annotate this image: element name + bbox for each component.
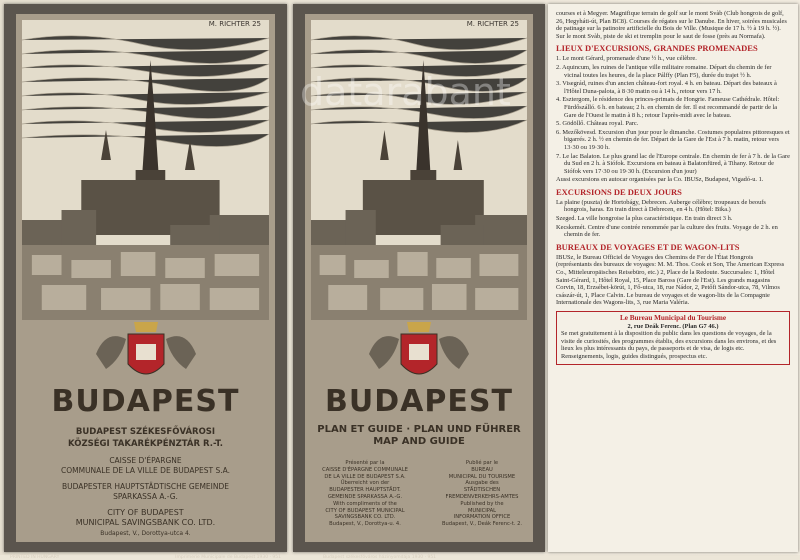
artist-signature: M. RICHTER 25 bbox=[466, 20, 519, 28]
bureaux-paragraph: IBUSz, le Bureau Officiel de Voyages des Chemins de Fer de l'État Hongrois (représentants des bureaux de voyages: M. M. Thos. Cook et Son, The American Express Co., Mitteleuropäisches Reisebüro, etc.) 2, Place de la Redoute. Succursales: 1, Hôtel Saint-Gérard, 1, Hôtel Royal, 15, Place Baross (Gare de l'Est). Les grands magasins Corvin, 18, Erzsébet-körút, 1, Fő-utca, 18, rue Nádor, 2, Petőfi Sándor-utca, 78, Vilmos császár-út, 1, Place Calvin. Le bureau de voyages et de wagon-lits de la Compagnie Internationale des Wagons-lits, 3, rue Maria Valéria. bbox=[556, 253, 785, 307]
tourism-office-address: 2, rue Deák Ferenc. (Plan G7 46.) bbox=[627, 322, 719, 330]
printer-note: Imprimerie Municipale de Budapest 1930 · 951 bbox=[175, 555, 281, 560]
heading-excursions: LIEUX D'EXCURSIONS, GRANDES PROMENADES bbox=[556, 43, 758, 54]
list-item: 6. Mezőkövesd. Excursion d'un jour pour le dimanche. Costumes populaires pittoresques et bigarrés. 2 h. ½ en chemin de fer. Départ de la Gare de l'Est à 7 h. matin, retour vers 13·30 ou 19·30 h. bbox=[556, 128, 790, 151]
tourism-office-text: Se met gratuitement à la disposition du public dans les questions de voyages, de la visite de curiosités, des programmes établis, des excursions dans les environs, et des lieux les plus intéressants du pays, de passeports et de visa, de logis etc. Renseignements, logis, guides distingués, prospectus etc. bbox=[561, 330, 777, 360]
heading-travel-bureaux: BUREAUX DE VOYAGES ET DE WAGON-LITS bbox=[556, 241, 740, 252]
list-item: 4. Esztergom, le résidence des princes-primats de Hongrie. Fameuse Cathédrale. Hôtel: Fürdőszálló. 6 h. en bateau; 2 h. en chemin de fer. Il est recommandé de partir de la Gare de l'Ouest le matin à 8 h.; retour l'après-midi avec le bateau. bbox=[556, 96, 780, 119]
tourism-office-box bbox=[556, 311, 790, 365]
cathedral-illustration bbox=[22, 20, 269, 320]
intro-paragraph: courses et à Megyer. Magnifique terrain de golf sur le mont Svàb (Club hongrois de golf, 26, Hegyháti-út, Plan BC8). Courses de régates sur le Danube. En hiver, soirées musicales de patinage sur la patinoire artificielle du Bois de Ville. (Musique de 17 h. ½ à 19 h. ½). Sur le mont Svàb, piste de ski et tremplin pour le saut de fosse (près au Normafa). bbox=[556, 10, 787, 40]
watermark: datarabant bbox=[300, 70, 511, 114]
bank-name-english: CITY OF BUDAPEST MUNICIPAL SAVINGSBANK CO. LTD. Budapest, V., Dorottya-utca 4. bbox=[75, 508, 216, 537]
bank-name-german: BUDAPESTER HAUPTSTÄDTISCHE GEMEINDE SPARKASSA A.-G. bbox=[61, 482, 230, 501]
list-item: 7. Le lac Balaton. Le plus grand lac de l'Europe centrale. En chemin de fer à 7 h. de la Gare du Sud en 2 h. à Siófok. Excursions en bateau à Balatonfüred, à Tihany. Retour de Siófok vers 17·30 ou 19·30 h. (Excursion d'un jour) bbox=[556, 152, 790, 175]
presented-by-column: Présenté par la CAISSE D'ÉPARGNE COMMUNALE DE LA VILLE DE BUDAPEST S.A. Überreicht von der BUDAPESTER HAUPTSTÄDT. GEMEINDE SPARKASSA A.-G. With compliments of the CITY OF BUDAPEST MUNICIPAL SAVINGSBANK CO. LTD. Budapest, V., Dorottya-u. 4. bbox=[322, 460, 408, 528]
list-item: 1. Le mont Gérard, promenade d'une ½ h., vue célèbre. bbox=[556, 55, 697, 63]
guide-text bbox=[556, 10, 790, 365]
artist-signature: M. RICHTER 25 bbox=[208, 20, 261, 28]
bank-name-french: CAISSE D'ÉPARGNE COMMUNALE DE LA VILLE DE BUDAPEST S.A. bbox=[60, 456, 231, 475]
list-item: 3. Visegrád, ruines d'un ancien château-fort royal. 4 h. en bateau. Départ des bateaux à l'Hôtel Duna-palota, à 8·30 matin ou à 14 h., retour vers 17 h. bbox=[556, 80, 777, 95]
list-item: Kecskemét. Centre d'une contrée renommée par la culture des fruits. Voyage de 2 h. en chemin de fer. bbox=[556, 223, 778, 239]
budapest-coat-of-arms bbox=[359, 314, 479, 394]
list-item: La plaine (puszta) de Hortobágy, Debrecen. Auberge célèbre; troupeaux de beoufs hongrois, haras. En train direct à Debrecen, en 4 h. (Hôtel: Bika.) bbox=[556, 198, 766, 214]
budapest-coat-of-arms bbox=[86, 314, 206, 394]
heading-two-day-excursions: EXCURSIONS DE DEUX JOURS bbox=[556, 186, 682, 197]
city-skyline-woodcut bbox=[311, 20, 527, 320]
brochure-cover-front bbox=[4, 4, 287, 560]
city-skyline-woodcut bbox=[22, 20, 269, 320]
two-day-list bbox=[556, 199, 790, 239]
list-item: 2. Aquincum, les ruines de l'antique ville militaire romaine. Départ du chemin de fer vicinal toutes les heures, de la place Pálffy (Plan F5), durée du trajet ½ h. bbox=[556, 63, 772, 79]
cover-frame bbox=[16, 14, 275, 542]
guide-subtitle: PLAN ET GUIDE · PLAN UND FÜHRER MAP AND GUIDE bbox=[317, 424, 521, 447]
printer-note: Budapest székesfőváros házinyomdája 1930 · 951 bbox=[323, 555, 437, 560]
cover-title: BUDAPEST bbox=[325, 384, 513, 419]
guide-text-page bbox=[548, 4, 798, 552]
published-by-column: Publié par le BUREAU MUNICIPAL DU TOURISME Ausgabe des STÄDTISCHEN FREMDENVERKEHRS-AMTES Published by the MUNICIPAL INFORMATION OFFICE Budapest, V., Deák Ferenc-t. 2. bbox=[441, 460, 523, 528]
tourism-office-title: Le Bureau Municipal du Tourisme bbox=[619, 314, 727, 322]
bank-name-hungarian: BUDAPEST SZÉKESFŐVÁROSI KÖZSÉGI TAKARÉKPÉNZTÁR R.-T. bbox=[68, 427, 223, 449]
list-item: 5. Gödöllő. Château royal. Parc. bbox=[556, 120, 639, 128]
cover-title: BUDAPEST bbox=[51, 384, 240, 419]
list-item: Szeged. La ville hongroise la plus caractéristique. En train direct 3 h. bbox=[556, 215, 733, 223]
bank-address: Budapest, V., Dorottya-utca 4. bbox=[100, 530, 191, 537]
printed-in-note: PRINTED IN HUNGARY bbox=[10, 555, 60, 560]
cathedral-illustration bbox=[311, 20, 527, 320]
excursions-list bbox=[556, 55, 790, 184]
list-item: Aussi excursions en autocar organisées par la Co. IBUSz, Budapest, Vigadó-u. 1. bbox=[556, 176, 764, 184]
